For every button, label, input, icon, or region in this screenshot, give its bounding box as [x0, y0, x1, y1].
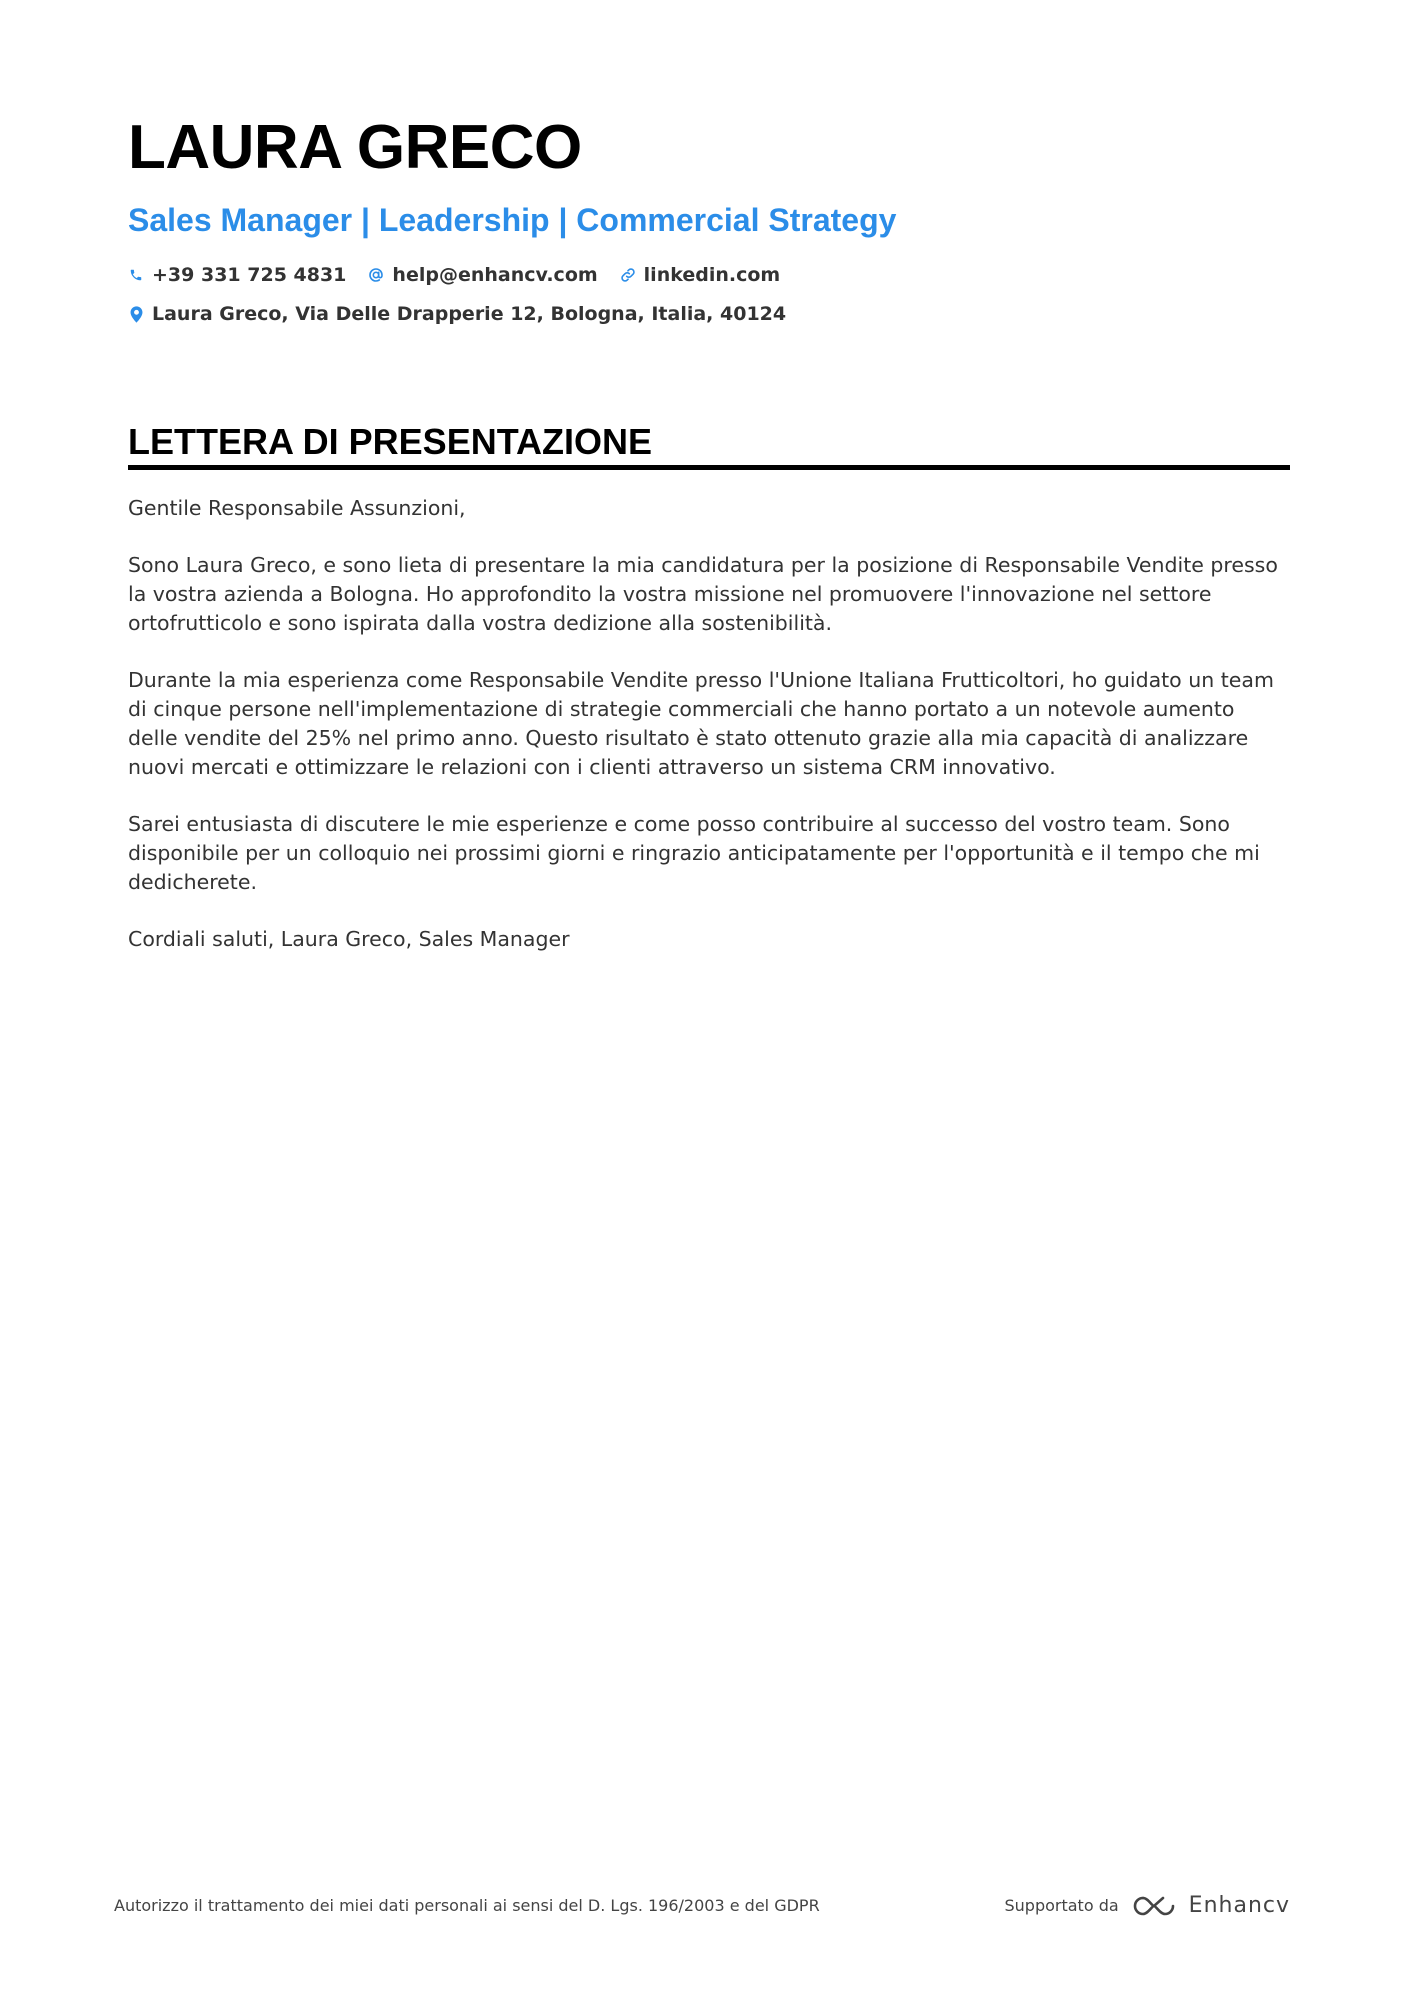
candidate-tagline: Sales Manager | Leadership | Commercial Strategy — [128, 202, 897, 238]
enhancv-logo[interactable] — [1131, 1893, 1290, 1918]
infinity-logo-icon — [1131, 1894, 1177, 1918]
location-pin-icon — [128, 305, 144, 323]
letter-salutation: Gentile Responsabile Assunzioni, — [128, 496, 466, 520]
candidate-name: LAURA GRECO — [128, 113, 582, 182]
privacy-notice: Autorizzo il trattamento dei miei dati personali ai sensi del D. Lgs. 196/2003 e del GDPR — [114, 1896, 820, 1915]
letter-body — [128, 494, 1290, 954]
contact-website — [620, 262, 781, 288]
link-icon — [620, 266, 636, 284]
powered-by-label: Supportato da — [1004, 1896, 1119, 1915]
section-title: LETTERA DI PRESENTAZIONE — [128, 421, 1290, 470]
at-icon — [368, 266, 384, 284]
website-text[interactable]: linkedin.com — [643, 264, 781, 286]
contact-address — [128, 301, 1290, 327]
cover-letter-page — [128, 108, 1290, 982]
email-text[interactable]: help@enhancv.com — [392, 264, 598, 286]
contact-row — [128, 262, 1290, 288]
phone-text[interactable]: +39 331 725 4831 — [152, 264, 347, 286]
contact-phone — [128, 262, 346, 288]
footer — [114, 1893, 1290, 1918]
brand-name: Enhancv — [1188, 1893, 1290, 1918]
letter-closing: Cordiali saluti, Laura Greco, Sales Manager — [128, 927, 570, 951]
letter-paragraph: Durante la mia esperienza come Responsabile Vendite presso l'Unione Italiana Frutticoltori, ho guidato un team di cinque persone nell'implementazione di strategie commerciali che hanno portato a un notevole aumento delle vendite del 25% nel primo anno. Questo risultato è stato ottenuto grazie alla mia capacità di analizzare nuovi mercati e ottimizzare le relazioni con i clienti attraverso un sistema CRM innovativo. — [128, 668, 1274, 779]
letter-paragraph: Sono Laura Greco, e sono lieta di presentare la mia candidatura per la posizione di Responsabile Vendite presso la vostra azienda a Bologna. Ho approfondito la vostra missione nel promuovere l'innovazione nel settore ortofrutticolo e sono ispirata dalla vostra dedizione alla sostenibilità. — [128, 553, 1278, 635]
letter-paragraph: Sarei entusiasta di discutere le mie esperienze e come posso contribuire al successo del vostro team. Sono disponibile per un colloquio nei prossimi giorni e ringrazio anticipatamente per l'opportunità e il tempo che mi dedicherete. — [128, 812, 1260, 894]
contact-email — [368, 262, 597, 288]
phone-icon — [128, 266, 144, 284]
powered-by — [1005, 1893, 1291, 1918]
address-text: Laura Greco, Via Delle Drapperie 12, Bologna, Italia, 40124 — [152, 303, 787, 325]
